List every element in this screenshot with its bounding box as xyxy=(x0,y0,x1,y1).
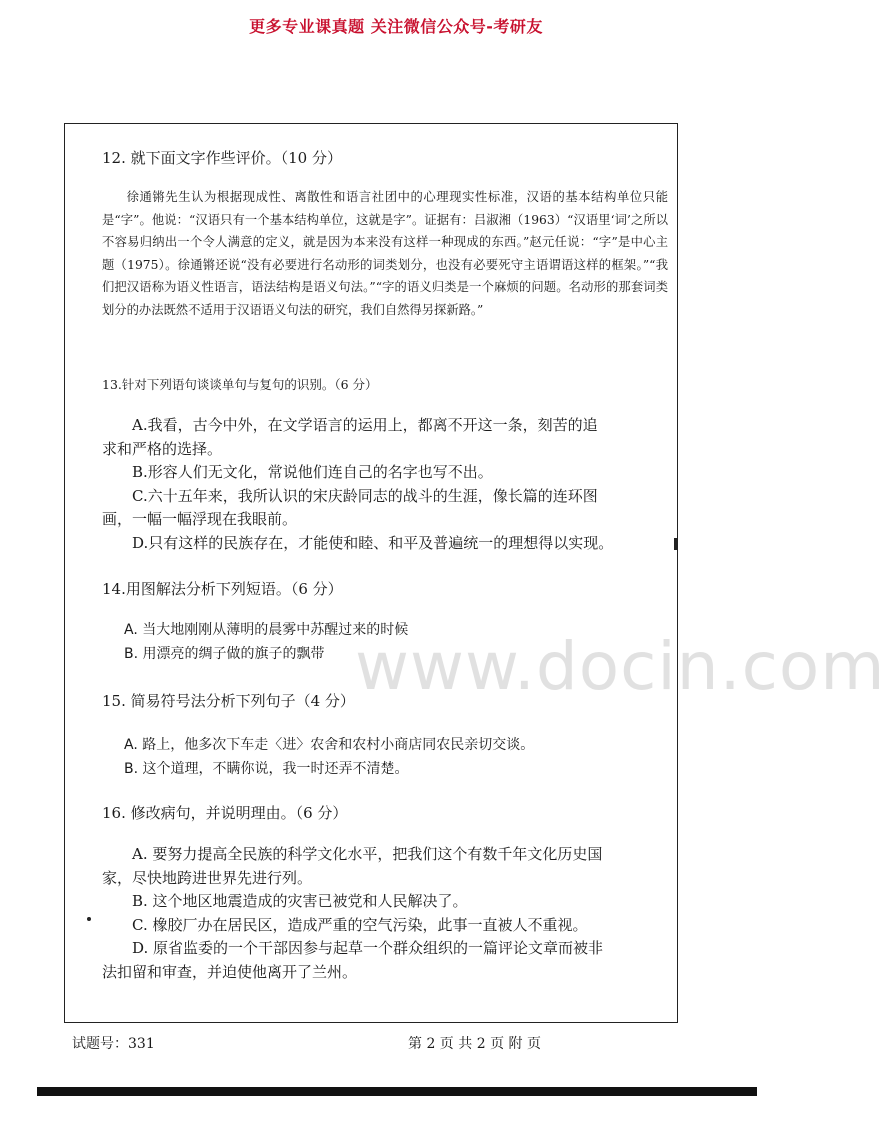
q14-title: 14.用图解法分析下列短语。（6 分） xyxy=(102,580,343,598)
q16-title: 16. 修改病句，并说明理由。（6 分） xyxy=(102,804,348,822)
q15-options xyxy=(124,734,534,781)
q13-option-a-line1: A.我看，古今中外，在文学语言的运用上，都离不开这一条，刻苦的追 xyxy=(132,416,598,434)
q16-option-c: C. 橡胶厂办在居民区，造成严重的空气污染，此事一直被人不重视。 xyxy=(132,915,588,934)
q13-option-c-line1: C.六十五年来，我所认识的宋庆龄同志的战斗的生涯，像长篇的连环图 xyxy=(132,486,598,505)
scan-speck xyxy=(87,917,91,921)
q13-option-a-line2: 求和严格的选择。 xyxy=(102,439,223,458)
q12-passage-text: 徐通锵先生认为根据现成性、离散性和语言社团中的心理现实性标准，汉语的基本结构单位只能是“字”。他说：“汉语只有一个基本结构单位，这就是字”。证据有：吕淑湘（1963）“汉语里‘词’之所以不容易归纳出一个令人满意的定义，就是因为本来没有这样一种现成的东西。”赵元任说：“字”是中心主题（1975）。徐通锵还说“没有必要进行名动形的词类划分，也没有必要死守主语谓语这样的框架。”“我们把汉语称为语义性语言，语法结构是语义句法。”“字的语义归类是一个麻烦的问题。名动形的那套词类划分的办法既然不适用于汉语语义句法的研究，我们自然得另探新路。” xyxy=(102,190,668,317)
q16-option-a-line1: A. 要努力提高全民族的科学文化水平，把我们这个有数千年文化历史国 xyxy=(132,845,603,863)
q13-title: 13.针对下列语句谈谈单句与复句的识别。（6 分） xyxy=(102,377,378,392)
page-indicator: 第 2 页 共 2 页 附 页 xyxy=(408,1036,541,1052)
q15-title: 15. 简易符号法分析下列句子（4 分） xyxy=(102,692,355,710)
q15-option-a: A. 路上，他多次下车走〈进〉农舍和农村小商店同农民亲切交谈。 xyxy=(124,737,535,753)
q16-option-d-line2: 法扣留和审查，并迫使他离开了兰州。 xyxy=(102,962,358,981)
q14-option-a: A. 当大地刚刚从薄明的晨雾中苏醒过来的时候 xyxy=(124,622,409,638)
q13-option-d: D.只有这样的民族存在，才能使和睦、和平及普遍统一的理想得以实现。 xyxy=(132,533,614,552)
promo-banner: 更多专业课真题 关注微信公众号-考研友 xyxy=(249,17,543,36)
q16-options xyxy=(102,843,603,984)
q15-option-b: B. 这个道理，不瞒你说，我一时还弄不清楚。 xyxy=(124,760,409,777)
docin-watermark: www.docin.com xyxy=(355,628,886,705)
q14-option-b: B. 用漂亮的绸子做的旗子的飘带 xyxy=(124,645,325,662)
exam-code: 试题号：331 xyxy=(72,1036,155,1052)
q12-title: 12. 就下面文字作些评价。（10 分） xyxy=(102,149,342,167)
q13-option-b: B.形容人们无文化，常说他们连自己的名字也写不出。 xyxy=(132,463,493,481)
q16-option-a-line2: 家，尽快地跨进世界先进行列。 xyxy=(102,868,313,887)
scan-bottom-bar xyxy=(37,1087,757,1096)
q12-passage xyxy=(102,186,668,321)
scan-edge-mark xyxy=(674,538,677,550)
q16-option-b: B. 这个地区地震造成的灾害已被党和人民解决了。 xyxy=(132,892,468,910)
q13-options xyxy=(102,414,613,555)
q16-option-d-line1: D. 原省监委的一个干部因参与起草一个群众组织的一篇评论文章而被非 xyxy=(132,939,604,957)
q13-option-c-line2: 画，一幅一幅浮现在我眼前。 xyxy=(102,510,298,528)
